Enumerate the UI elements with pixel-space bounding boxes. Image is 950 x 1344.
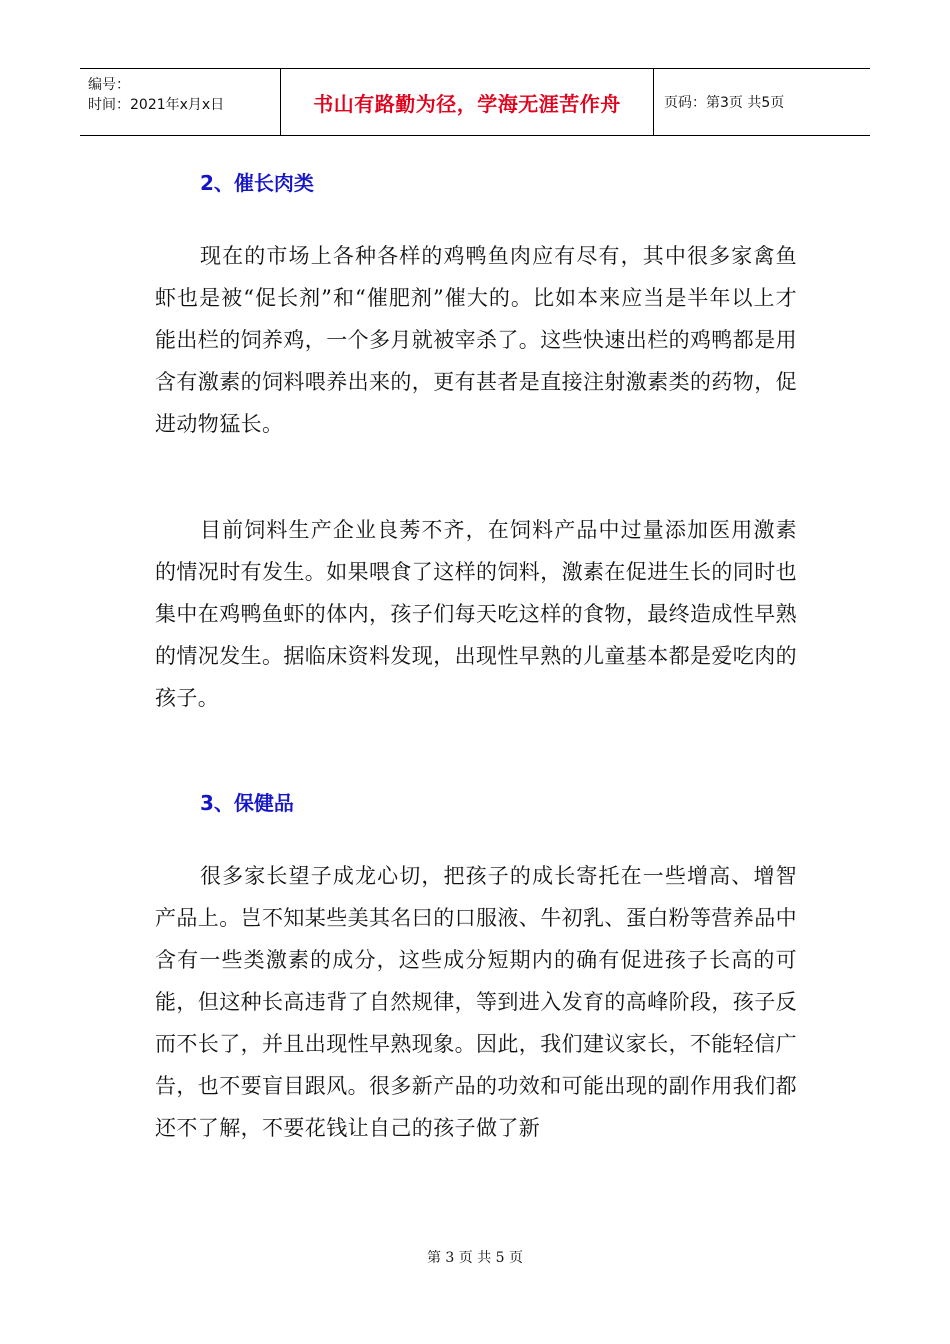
section-title-meat: 2、催长肉类: [200, 171, 314, 195]
paragraph: 现在的市场上各种各样的鸡鸭鱼肉应有尽有，其中很多家禽鱼虾也是被“促长剂”和“催肥剂”催大的。比如本来应当是半年以上才能出栏的饲养鸡，一个多月就被宰杀了。这些快速出栏的鸡鸭都是用含有激素的饲料喂养出来的，更有甚者是直接注射激素类的药物，促进动物猛长。: [155, 244, 797, 436]
page-header: [80, 68, 870, 136]
paragraph: 很多家长望子成龙心切，把孩子的成长寄托在一些增高、增智产品上。岂不知某些美其名曰的口服液、牛初乳、蛋白粉等营养品中含有一些类激素的成分，这些成分短期内的确有促进孩子长高的可能，但这种长高违背了自然规律，等到进入发育的高峰阶段，孩子反而不长了，并且出现性早熟现象。因此，我们建议家长，不能轻信广告，也不要盲目跟风。很多新产品的功效和可能出现的副作用我们都还不了解，不要花钱让自己的孩子做了新: [155, 864, 797, 1140]
paragraph: 目前饲料生产企业良莠不齐，在饲料产品中过量添加医用激素的情况时有发生。如果喂食了这样的饲料，激素在促进生长的同时也集中在鸡鸭鱼虾的体内，孩子们每天吃这样的食物，最终造成性早熟的情况发生。据临床资料发现，出现性早熟的儿童基本都是爱吃肉的孩子。: [155, 518, 797, 710]
section-title-supplements: 3、保健品: [200, 791, 294, 815]
header-motto: 书山有路勤为径，学海无涯苦作舟: [281, 69, 654, 135]
document-date: 时间：2021年x月x日: [88, 97, 225, 113]
header-page-info: 页码：第3页 共5页: [664, 95, 785, 111]
header-meta: [80, 69, 281, 135]
document-number-label: 编号：: [88, 77, 130, 93]
page-footer: 第 3 页 共 5 页: [426, 1250, 524, 1266]
